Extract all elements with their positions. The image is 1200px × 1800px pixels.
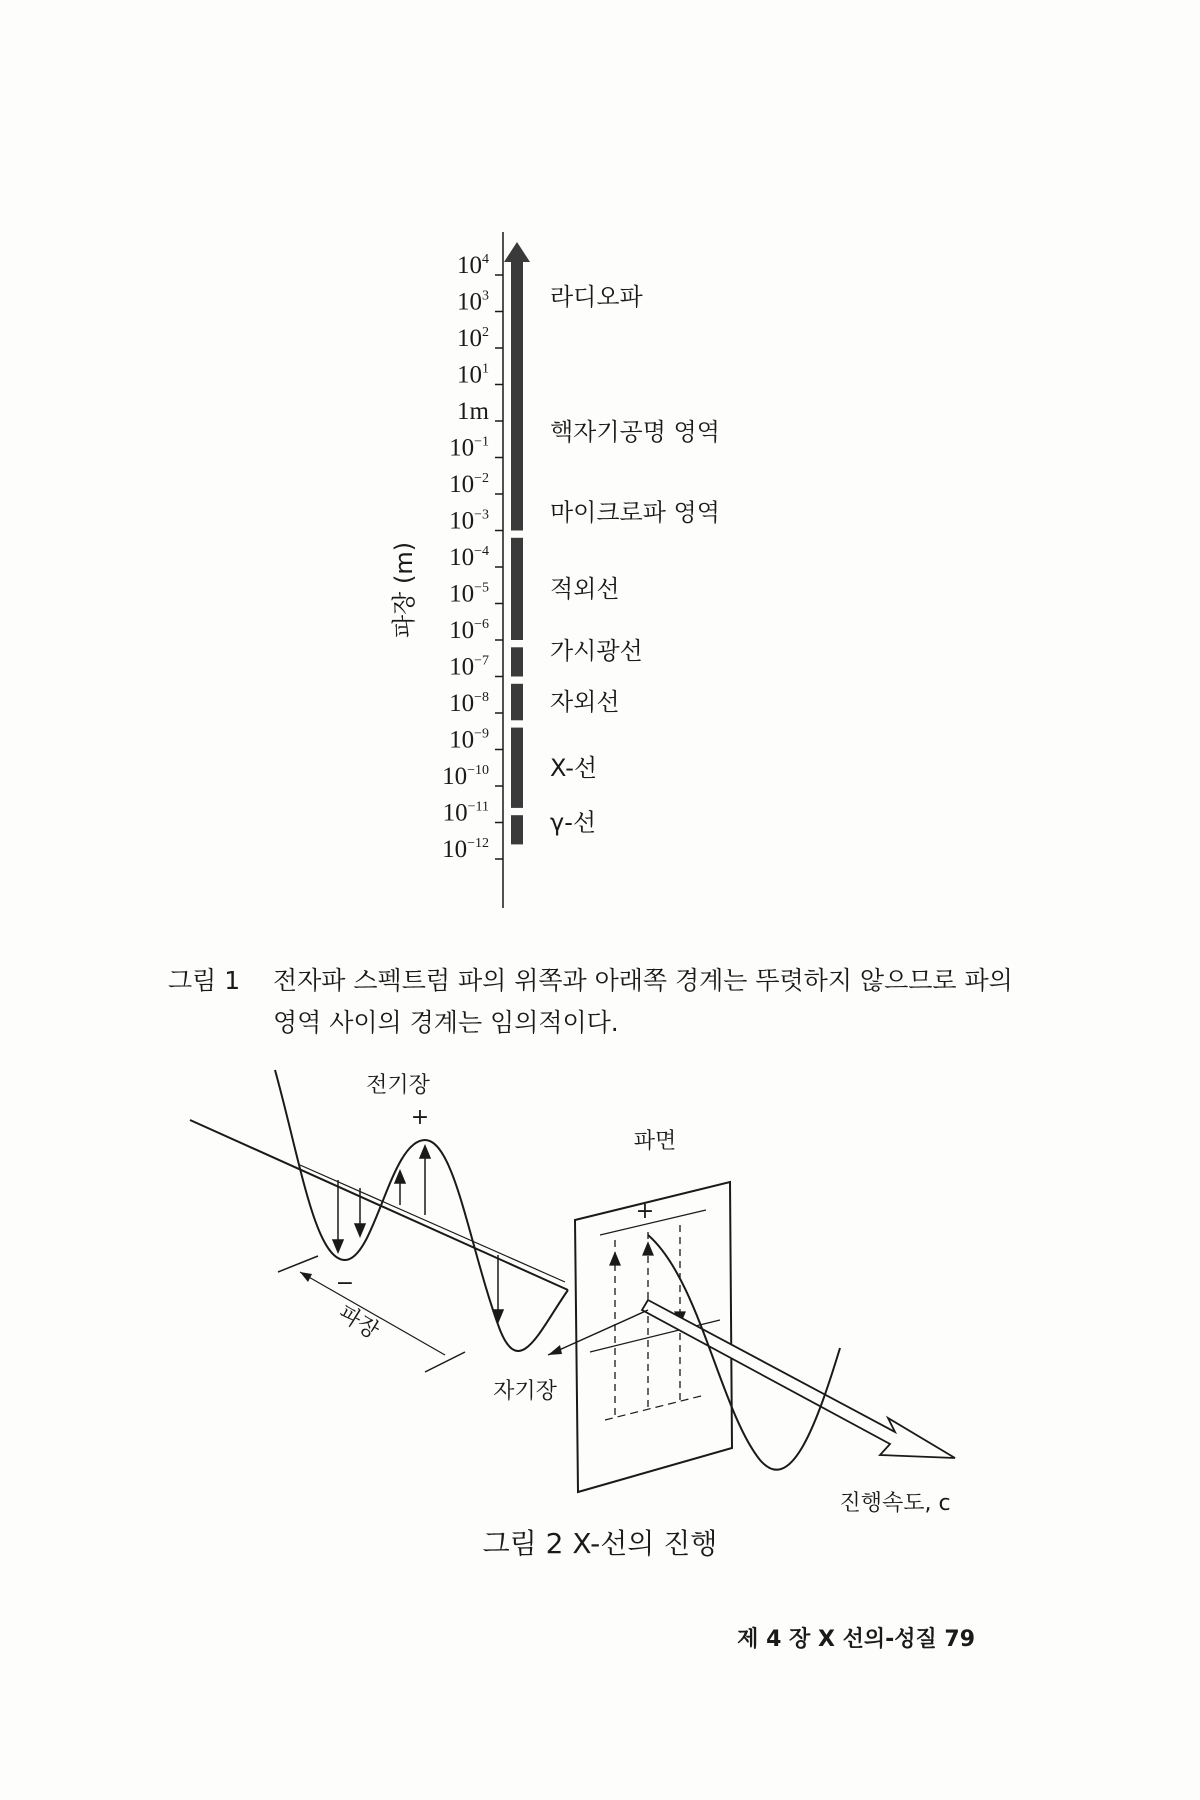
tick-label: $10^4$ xyxy=(457,252,489,279)
tick-label: $10^2$ xyxy=(457,325,489,352)
region-label: 라디오파 xyxy=(550,282,643,311)
figure2-caption: 그림 2 X-선의 진행 xyxy=(482,1527,718,1560)
region-label: 적외선 xyxy=(550,574,620,603)
tick-label: $10^{-3}$ xyxy=(449,507,489,535)
tick-label: $10^{-9}$ xyxy=(449,726,489,754)
tick-label: $10^{-4}$ xyxy=(449,544,489,571)
tick-label: $10^{-7}$ xyxy=(449,653,489,681)
plus-sign-top: + xyxy=(410,1105,430,1130)
tick-label: $10^{-11}$ xyxy=(442,799,489,827)
page-footer: 제 4 장 X 선의-성질 79 xyxy=(737,1627,975,1652)
propagation-axis-inner xyxy=(300,1165,565,1282)
tick-label: $10^{-1}$ xyxy=(449,434,489,462)
tick-label: 1m xyxy=(457,398,489,425)
plus-sign-front: + xyxy=(635,1199,655,1224)
wavefront-label: 파면 xyxy=(633,1129,677,1154)
tick-label: $10^3$ xyxy=(457,288,489,316)
region-label: X-선 xyxy=(550,753,598,782)
minus-sign: − xyxy=(335,1271,355,1296)
propagation-axis xyxy=(190,1120,568,1290)
axis-label: 파장 (m) xyxy=(390,541,418,639)
wavelength-label: 파장 xyxy=(333,1300,384,1345)
electric-field-label: 전기장 xyxy=(366,1073,430,1098)
velocity-label: 진행속도, c xyxy=(839,1491,951,1516)
region-label: 핵자기공명 영역 xyxy=(550,417,720,446)
tick-label: $10^{-6}$ xyxy=(449,617,489,644)
caption-text: 전자파 스펙트럼 파의 위쪽과 아래쪽 경계는 뚜렷하지 않으므로 파의 영역 사이의 경계는 임의적이다. xyxy=(273,966,1013,1037)
magnetic-field-label: 자기장 xyxy=(493,1379,557,1404)
tick-label: $10^{-12}$ xyxy=(442,836,489,863)
wavelength-tick-left xyxy=(278,1256,318,1272)
region-label: 가시광선 xyxy=(550,636,643,665)
field-arrows xyxy=(333,1146,503,1322)
region-label: γ-선 xyxy=(550,808,597,837)
tick-label: $10^1$ xyxy=(457,361,489,389)
tick-label: $10^{-2}$ xyxy=(449,471,489,498)
wavelength-arrow xyxy=(300,1272,445,1355)
tick-label: $10^{-10}$ xyxy=(442,763,489,790)
caption-number: 그림 1 xyxy=(168,966,241,995)
region-label: 마이크로파 영역 xyxy=(550,498,720,527)
tick-label: $10^{-8}$ xyxy=(449,690,489,717)
tick-label: $10^{-5}$ xyxy=(449,580,489,608)
region-label: 자외선 xyxy=(550,688,620,717)
